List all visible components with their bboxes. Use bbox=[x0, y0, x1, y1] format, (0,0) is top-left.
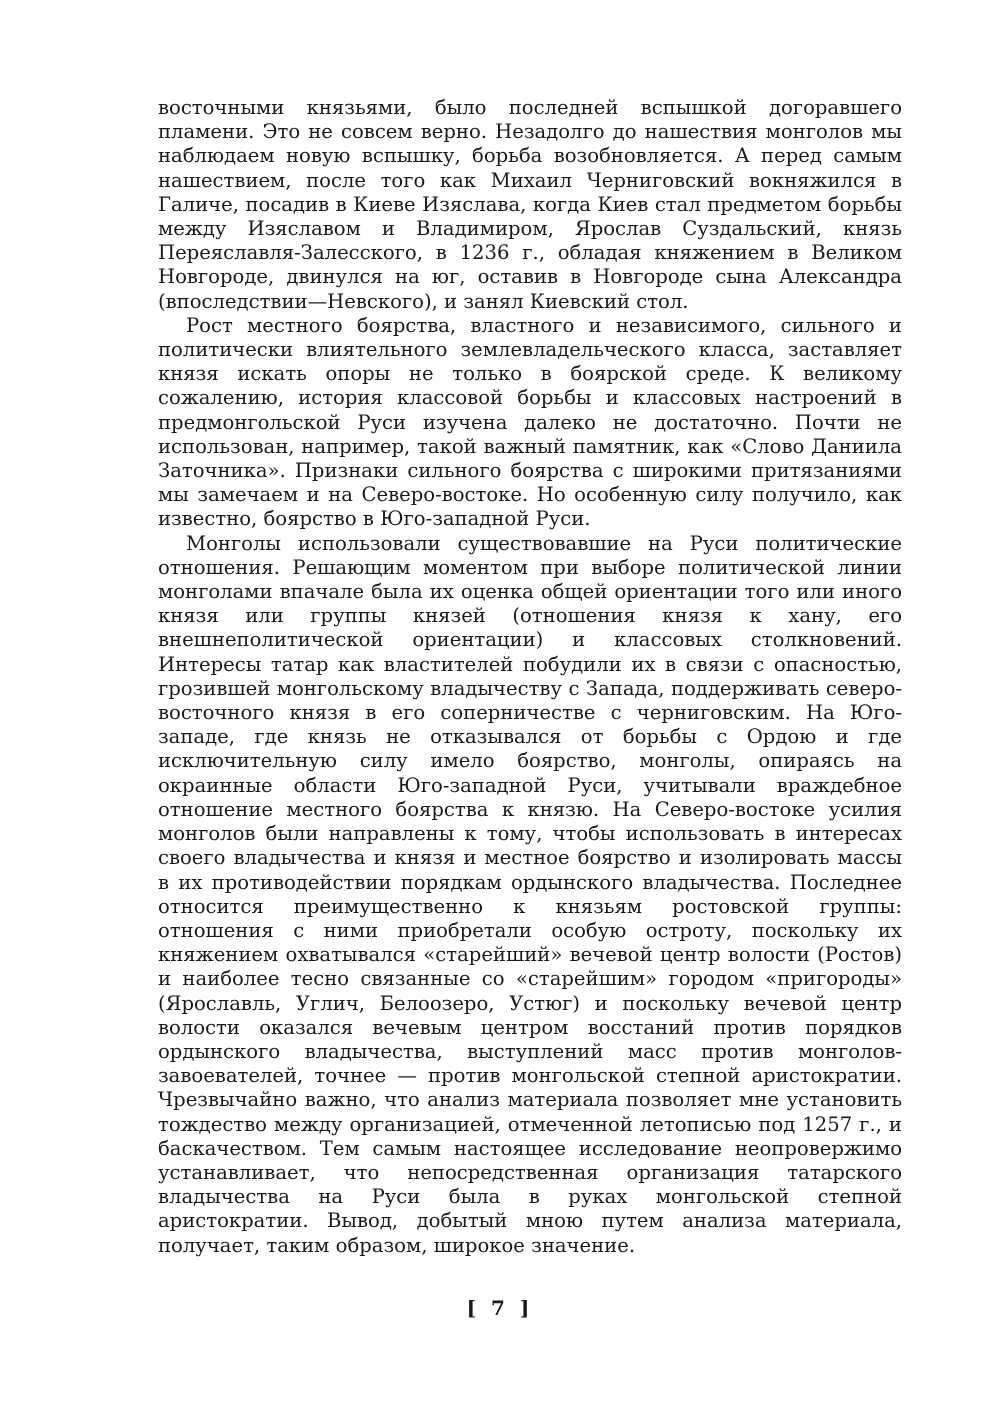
paragraph-2: Рост местного боярства, властного и независимого, сильного и политически влиятельного землевладельческого класса, заставляет князя искать опоры не только в боярской среде. К великому сожалению, история классовой борьбы и классовых настроений в предмонгольской Руси изучена далеко не достаточно. Почти не использован, например, такой важный памятник, как «Слово Даниила Заточника». Признаки сильного боярства с широкими притязаниями мы замечаем и на Северо-востоке. Но особенную силу получило, как известно, боярство в Юго-западной Руси. bbox=[158, 313, 902, 531]
page-number: [ 7 ] bbox=[466, 1296, 534, 1320]
paragraph-3: Монголы использовали существовавшие на Руси политические отношения. Решающим моментом при выборе политической линии монголами впачале была их оценка общей ориентации того или иного князя или группы князей (отношения князя к хану, его внешнеполитической ориентации) и классовых столкновений. Интересы татар как властителей побудили их в связи с опасностью, грозившей монгольскому владычеству с Запада, поддерживать северо-восточного князя в его соперничестве с черниговским. На Юго-западе, где князь не отказывался от борьбы с Ордою и где исключительную силу имело боярство, монголы, опираясь на окраинные области Юго-западной Руси, учитывали враждебное отношение местного боярства к князю. На Северо-востоке усилия монголов были направлены к тому, чтобы использовать в интересах своего владычества и князя и местное боярство и изолировать массы в их противодействии порядкам ордынского владычества. Последнее относится преимущественно к князьям ростовской группы: отношения с ними приобретали особую остроту, поскольку их княжением охватывался «старейший» вечевой центр волости (Ростов) и наиболее тесно связанные со «старейшим» городом «пригороды» (Ярославль, Углич, Белоозеро, Устюг) и поскольку вечевой центр волости оказался вечевым центром восстаний против порядков ордынского владычества, выступлений масс против монголов-завоевателей, точнее — против монгольской степной аристократии. Чрезвычайно важно, что анализ материала позволяет мне установить тождество между организацией, отмеченной летописью под 1257 г., и баскачеством. Тем самым настоящее исследование неопровержимо устанавливает, что непосредственная организация татарского владычества на Руси была в руках монгольской степной аристократии. Вывод, добытый мною путем анализа материала, получает, таким образом, широкое значение. bbox=[158, 531, 902, 1257]
body-text bbox=[158, 96, 902, 1258]
paragraph-1: восточными князьями, было последней вспышкой догоравшего пламени. Это не совсем верно. Незадолго до нашествия монголов мы наблюдаем новую вспышку, борьба возобновляется. А перед самым нашествием, после того как Михаил Черниговский вокняжился в Галиче, посадив в Киеве Изяслава, когда Киев стал предметом борьбы между Изяславом и Владимиром, Ярослав Суздальский, князь Переяславля-Залесского, в 1236 г., обладая княжением в Великом Новгороде, двинулся на юг, оставив в Новгороде сына Александра (впоследствии—Невского), и занял Киевский стол. bbox=[158, 96, 902, 313]
